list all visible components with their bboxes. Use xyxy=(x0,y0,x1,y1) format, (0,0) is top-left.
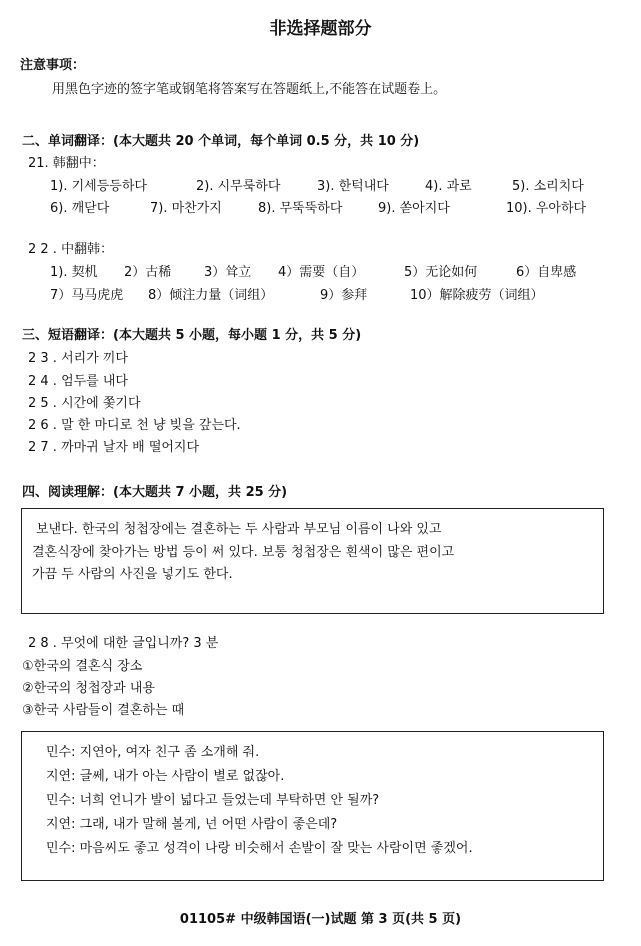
dialogue-line: 민수: 너희 언니가 발이 넓다고 들었는데 부탁하면 안 될까? xyxy=(46,793,380,808)
q21-item: 6). 깨닫다 xyxy=(50,201,110,216)
q22-item: 1). 契机 xyxy=(50,265,98,280)
phrase-item: 2 5 . 시간에 쫓기다 xyxy=(28,396,141,411)
q22-item: 6）自卑感 xyxy=(516,265,577,280)
q22-item: 10）解除疲劳（词组） xyxy=(410,288,544,303)
phrase-item: 2 6 . 말 한 마디로 천 냥 빚을 갚는다. xyxy=(28,418,241,433)
phrase-item: 2 3 . 서리가 끼다 xyxy=(28,351,128,366)
q22-item: 5）无论如何 xyxy=(404,265,478,280)
dialogue-line: 민수: 지연아, 여자 친구 좀 소개해 줘. xyxy=(46,745,260,760)
dialogue-line: 지연: 글쎄, 내가 아는 사람이 별로 없잖아. xyxy=(46,769,285,784)
answer-option: ①한국의 결혼식 장소 xyxy=(22,659,143,674)
q21-item: 1). 기세등등하다 xyxy=(50,179,147,194)
q22-item: 7）马马虎虎 xyxy=(50,288,124,303)
phrase-item: 2 7 . 까마귀 날자 배 떨어지다 xyxy=(28,440,200,455)
q21-label: 21. 韩翻中： xyxy=(28,156,105,171)
phrase-item: 2 4 . 엄두를 내다 xyxy=(28,374,128,389)
passage-line: 가끔 두 사람의 사진을 넣기도 한다. xyxy=(32,567,233,582)
section3-heading: 三、短语翻译：(本大题共 5 小题，每小题 1 分，共 5 分) xyxy=(22,328,362,343)
q21-item: 10). 우아하다 xyxy=(506,201,587,216)
q21-item: 7). 마찬가지 xyxy=(150,201,222,216)
q21-item: 8). 무뚝뚝하다 xyxy=(258,201,343,216)
q21-item: 9). 쏟아지다 xyxy=(378,201,450,216)
q22-item: 2）古稀 xyxy=(124,265,172,280)
page-footer: 01105# 中级韩国语(一)试题 第 3 页(共 5 页) xyxy=(179,912,462,927)
q22-item: 4）需要（自） xyxy=(278,265,365,280)
q21-item: 5). 소리치다 xyxy=(512,179,584,194)
section2-heading: 二、单词翻译：(本大题共 20 个单词，每个单词 0.5 分，共 10 分) xyxy=(22,134,420,149)
answer-option: ②한국의 청첩장과 내용 xyxy=(22,681,155,696)
section4-heading: 四、阅读理解：(本大题共 7 小题，共 25 分) xyxy=(22,485,288,500)
notice-heading: 注意事项： xyxy=(20,58,86,73)
notice-body: 用黑色字迹的签字笔或钢笔将答案写在答题纸上,不能答在试题卷上。 xyxy=(52,82,447,97)
passage-line: 보낸다. 한국의 청첩장에는 결혼하는 두 사람과 부모님 이름이 나와 있고 xyxy=(36,522,442,537)
q22-label: 2 2 . 中翻韩： xyxy=(28,242,114,257)
question-28: 2 8 . 무엇에 대한 글입니까? 3 분 xyxy=(28,636,219,651)
dialogue-line: 민수: 마음씨도 좋고 성격이 나랑 비슷해서 손발이 잘 맞는 사람이면 좋겠어. xyxy=(46,841,473,856)
q21-item: 4). 과로 xyxy=(425,179,472,194)
q21-item: 2). 시무룩하다 xyxy=(196,179,281,194)
page-title: 非选择题部分 xyxy=(269,19,372,39)
dialogue-line: 지연: 그래, 내가 말해 볼게, 넌 어떤 사람이 좋은데? xyxy=(46,817,338,832)
q22-item: 9）参拜 xyxy=(320,288,368,303)
passage-line: 결혼식장에 찾아가는 방법 등이 써 있다. 보통 청첩장은 흰색이 많은 편이고 xyxy=(32,545,455,560)
q22-item: 8）倾注力量（词组） xyxy=(148,288,274,303)
answer-option: ③한국 사람들이 결혼하는 때 xyxy=(22,703,185,718)
q21-item: 3). 한턱내다 xyxy=(317,179,389,194)
q22-item: 3）耸立 xyxy=(204,265,252,280)
